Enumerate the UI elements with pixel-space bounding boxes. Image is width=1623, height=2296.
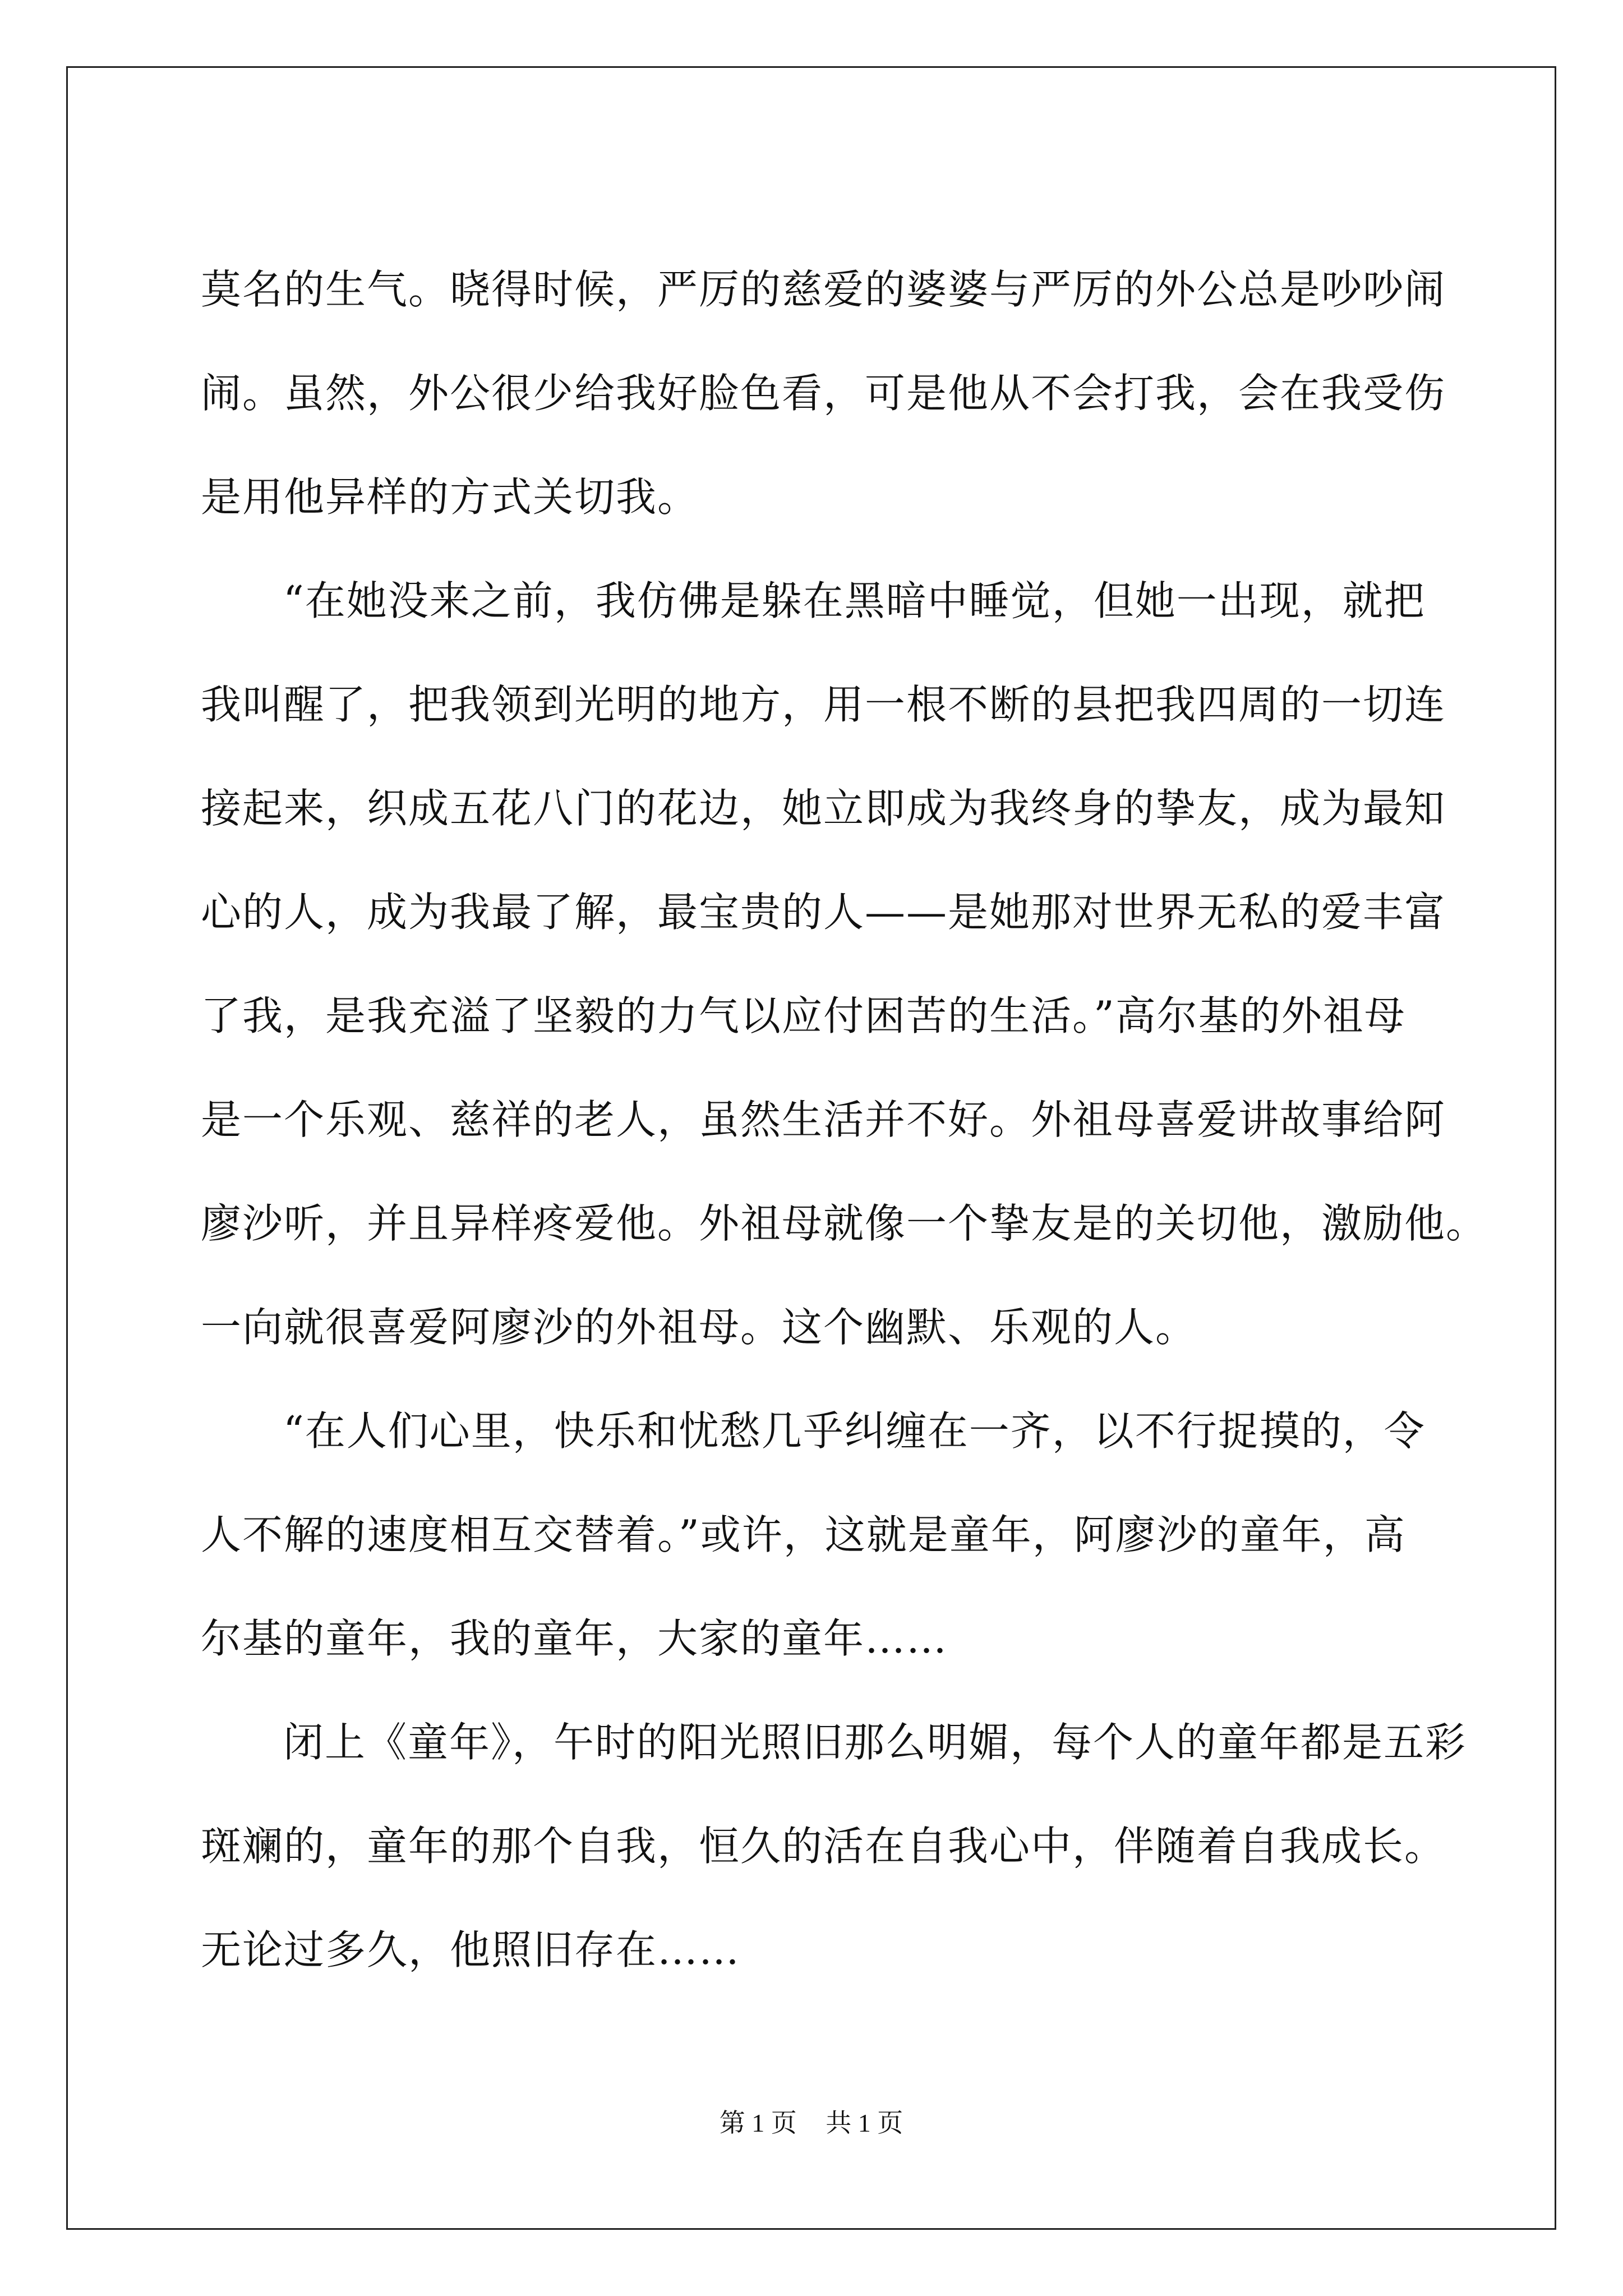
text-line: 斑斓的，童年的那个自我，恒久的活在自我心中，伴随着自我成长。 — [201, 1823, 1446, 1870]
paragraph-start-line: “在人们心里，快乐和忧愁几乎纠缠在一齐，以不行捉摸的，令 — [283, 1407, 1426, 1455]
text-line: 我叫醒了，把我领到光明的地方，用一根不断的县把我四周的一切连 — [201, 681, 1446, 728]
text-line: 接起来，织成五花八门的花边，她立即成为我终身的挚友，成为最知 — [201, 785, 1446, 832]
text-line: 心的人，成为我最了解，最宝贵的人——是她那对世界无私的爱丰富 — [201, 889, 1446, 936]
text-line: 尔基的童年，我的童年，大家的童年…… — [201, 1615, 948, 1662]
text-line: 闹。虽然，外公很少给我好脸色看，可是他从不会打我，会在我受伤 — [201, 370, 1446, 417]
text-line: 了我，是我充溢了坚毅的力气以应付困苦的生活。”高尔基的外祖母 — [201, 992, 1406, 1039]
text-line: 是一个乐观、慈祥的老人，虽然生活并不好。外祖母喜爱讲故事给阿 — [201, 1096, 1446, 1143]
text-line: 一向就很喜爱阿廖沙的外祖母。这个幽默、乐观的人。 — [201, 1304, 1197, 1351]
text-line: 是用他异样的方式关切我。 — [201, 473, 699, 521]
text-line: 无论过多久，他照旧存在…… — [201, 1926, 741, 1973]
text-line: 廖沙听，并且异样疼爱他。外祖母就像一个挚友是的关切他，激励他。 — [201, 1200, 1488, 1247]
page-total: 共 1 页 — [826, 2109, 903, 2137]
page-number: 第 1 页 — [719, 2109, 797, 2137]
paragraph-start-line: “在她没来之前，我仿佛是躲在黑暗中睡觉，但她一出现，就把 — [283, 577, 1426, 624]
paragraph-start-line: 闭上《童年》，午时的阳光照旧那么明媚，每个人的童年都是五彩 — [283, 1719, 1467, 1766]
text-line: 莫名的生气。晓得时候，严厉的慈爱的婆婆与严厉的外公总是吵吵闹 — [201, 266, 1446, 313]
page-border — [66, 66, 1556, 2230]
text-line: 人不解的速度相互交替着。”或许，这就是童年，阿廖沙的童年，高 — [201, 1511, 1406, 1558]
page-footer — [68, 2106, 1555, 2140]
document-body — [68, 68, 1555, 2228]
